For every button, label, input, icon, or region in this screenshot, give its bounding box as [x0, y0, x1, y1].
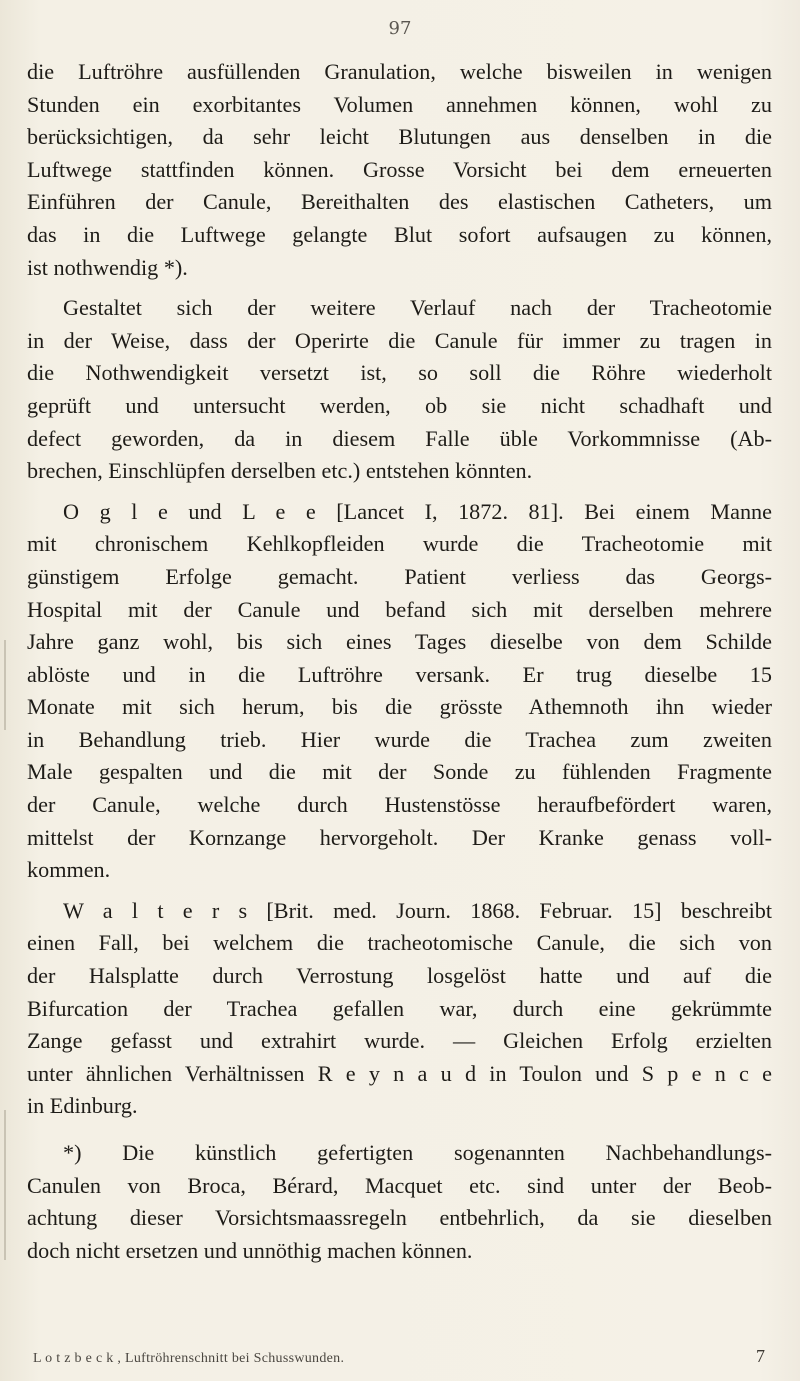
text-line: *) Die künstlich gefertigten sogenannten Nachbehandlungs- [63, 1140, 772, 1165]
text-line: doch nicht ersetzen und unnöthig machen können. [27, 1237, 473, 1263]
text-line: geprüft und untersucht werden, ob sie nicht schadhaft und [27, 392, 772, 418]
text-line: die Luftröhre ausfüllenden Granulation, welche bisweilen in wenigen [27, 59, 772, 84]
text-line: Hospital mit der Canule und befand sich mit derselben mehrere [27, 596, 772, 622]
text-line: Zange gefasst und extrahirt wurde. — Gleichen Erfolg erzielten [27, 1028, 772, 1054]
footnote-gap [27, 1123, 772, 1137]
text-line: ablöste und in die Luftröhre versank. Er trug dieselbe 15 [27, 661, 772, 687]
text-line: ist nothwendig *). [27, 254, 188, 280]
paragraph-spacer [27, 887, 772, 895]
text-line: Monate mit sich herum, bis die grösste Athemnoth ihn wieder [27, 694, 772, 720]
scan-edge-mark [4, 640, 6, 730]
footer-signature: L o t z b e c k , Luftröhrenschnitt bei Schusswunden. [33, 1351, 345, 1366]
scan-edge-mark [4, 1110, 6, 1260]
text-line: Einführen der Canule, Bereithalten des elastischen Catheters, um [27, 189, 772, 215]
paragraph-spacer [27, 284, 772, 292]
text-line: Luftwege stattfinden können. Grosse Vorsicht bei dem erneuerten [27, 156, 772, 182]
page-footer [33, 1346, 773, 1367]
text-line: Bifurcation der Trachea gefallen war, durch eine gekrümmte [27, 995, 772, 1021]
text-line: in Behandlung trieb. Hier wurde die Trachea zum zweiten [27, 726, 772, 752]
paragraph-spacer [27, 488, 772, 496]
text-line: in der Weise, dass der Operirte die Canule für immer zu tragen in [27, 327, 772, 353]
text-line: achtung dieser Vorsichtsmaassregeln entbehrlich, da sie dieselben [27, 1205, 772, 1231]
text-line: O g l e und L e e [Lancet I, 1872. 81]. Bei einem Manne [63, 498, 772, 524]
text-line: einen Fall, bei welchem die tracheotomische Canule, die sich von [27, 930, 772, 956]
page-number: 97 [388, 18, 412, 39]
text-line: Male gespalten und die mit der Sonde zu fühlenden Fragmente [27, 759, 772, 785]
text-line: Gestaltet sich der weitere Verlauf nach der Tracheotomie [63, 295, 772, 321]
text-line: mit chronischem Kehlkopfleiden wurde die Tracheotomie mit [27, 531, 772, 557]
text-line: Jahre ganz wohl, bis sich eines Tages dieselbe von dem Schilde [27, 629, 772, 655]
text-line: das in die Luftwege gelangte Blut sofort aufsaugen zu können, [27, 221, 772, 247]
text-line: Stunden ein exorbitantes Volumen annehmen können, wohl zu [27, 91, 772, 117]
text-line: berücksichtigen, da sehr leicht Blutungen aus denselben in die [27, 124, 772, 150]
text-line: der Canule, welche durch Hustenstösse heraufbefördert waren, [27, 792, 772, 818]
sheet-number: 7 [756, 1346, 765, 1366]
text-line: kommen. [27, 857, 111, 883]
body-text [27, 56, 772, 1267]
text-line: Canulen von Broca, Bérard, Macquet etc. sind unter der Beob- [27, 1172, 772, 1198]
text-line: brechen, Einschlüpfen derselben etc.) entstehen könnten. [27, 458, 533, 484]
text-line: W a l t e r s [Brit. med. Journ. 1868. Februar. 15] beschreibt [63, 897, 772, 923]
text-line: defect geworden, da in diesem Falle üble Vorkommnisse (Ab- [27, 425, 772, 451]
text-line: günstigem Erfolge gemacht. Patient verliess das Georgs- [27, 563, 772, 589]
text-line: mittelst der Kornzange hervorgeholt. Der Kranke genass voll- [27, 824, 772, 850]
text-line: in Edinburg. [27, 1093, 138, 1119]
text-line: unter ähnlichen Verhältnissen R e y n a u d in Toulon und S p e n c e [27, 1060, 772, 1086]
text-line: der Halsplatte durch Verrostung losgelöst hatte und auf die [27, 963, 772, 989]
text-line: die Nothwendigkeit versetzt ist, so soll die Röhre wiederholt [27, 360, 772, 386]
